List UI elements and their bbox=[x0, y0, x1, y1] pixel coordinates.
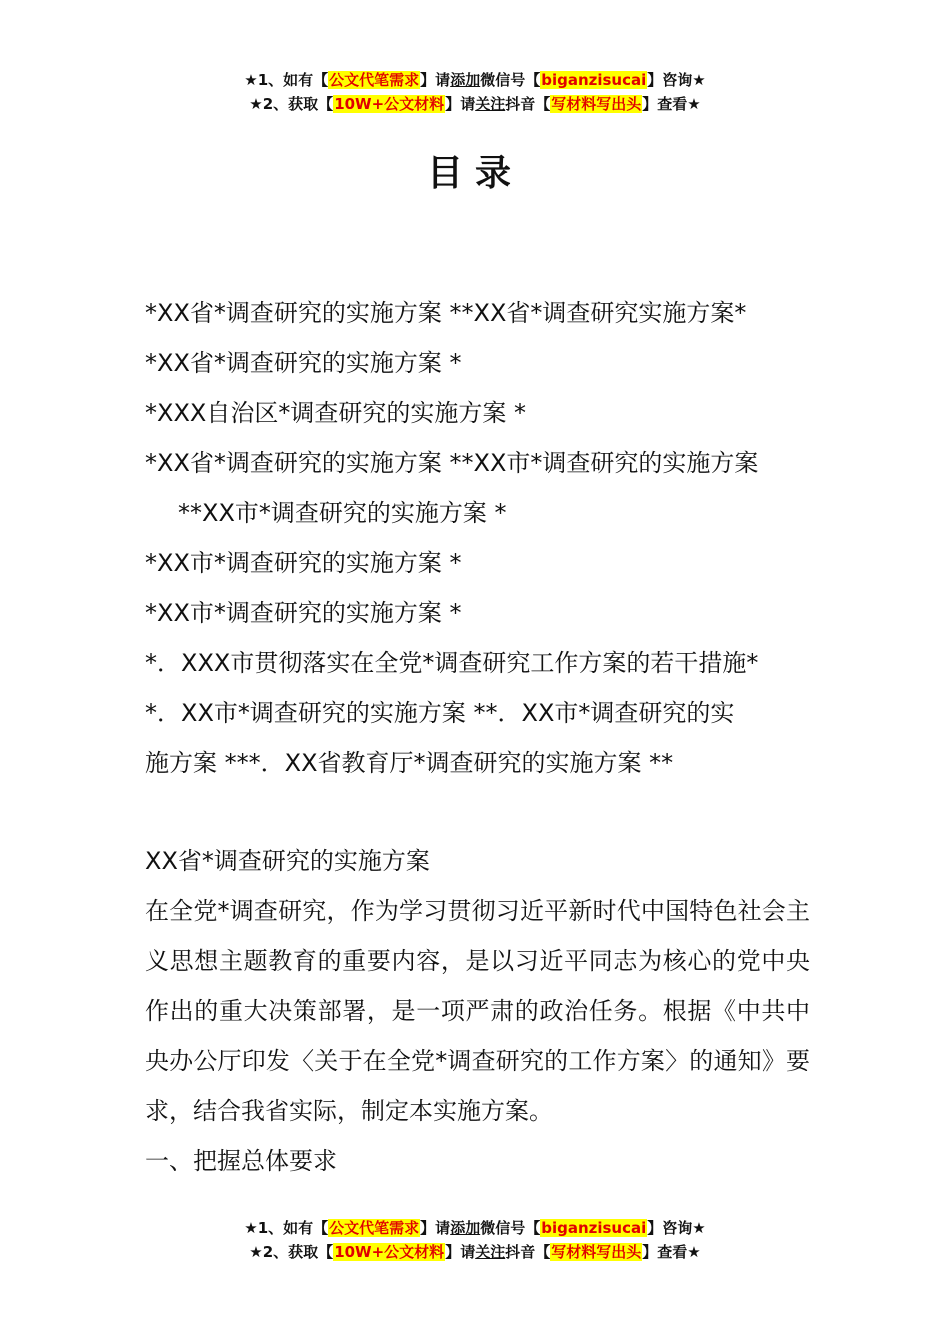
toc-line: *XX省*调查研究的实施方案 **XX省*调查研究实施方案* bbox=[145, 299, 747, 327]
highlight-ghostwriting: 公文代笔需求 bbox=[329, 71, 420, 89]
section-heading: XX省*调查研究的实施方案 bbox=[145, 847, 430, 875]
footer-banner bbox=[0, 1216, 950, 1264]
toc-line: **XX市*调查研究的实施方案 * bbox=[178, 499, 507, 527]
highlight-materials: 10W+公文材料 bbox=[334, 95, 445, 113]
banner-line-1: ★1、如有【公文代笔需求】请添加微信号【biganzisucai】咨询★ bbox=[244, 1219, 706, 1237]
toc-line: 施方案 ***．XX省教育厅*调查研究的实施方案 ** bbox=[145, 749, 674, 777]
table-of-contents bbox=[145, 288, 810, 788]
banner-line-2: ★2、获取【10W+公文材料】请关注抖音【写材料写出头】查看★ bbox=[249, 1243, 701, 1261]
highlight-douyin: 写材料写出头 bbox=[551, 1243, 642, 1261]
toc-line: *．XXX市贯彻落实在全党*调查研究工作方案的若干措施* bbox=[145, 649, 759, 677]
section-heading-1: 一、把握总体要求 bbox=[145, 1147, 337, 1175]
highlight-ghostwriting: 公文代笔需求 bbox=[329, 1219, 420, 1237]
intro-paragraph: 在全党*调查研究，作为学习贯彻习近平新时代中国特色社会主义思想主题教育的重要内容，是以习近平同志为核心的党中央作出的重大决策部署，是一项严肃的政治任务。根据《中共中央办公厅印发〈关于在全党*调查研究的工作方案〉的通知》要求，结合我省实际，制定本实施方案。 bbox=[145, 897, 810, 1125]
toc-line: *XX省*调查研究的实施方案 **XX市*调查研究的实施方案 bbox=[145, 449, 759, 477]
banner-line-2: ★2、获取【10W+公文材料】请关注抖音【写材料写出头】查看★ bbox=[249, 95, 701, 113]
toc-line: *XX市*调查研究的实施方案 * bbox=[145, 549, 462, 577]
banner-line-1: ★1、如有【公文代笔需求】请添加微信号【biganzisucai】咨询★ bbox=[244, 71, 706, 89]
header-banner bbox=[0, 68, 950, 116]
highlight-materials: 10W+公文材料 bbox=[334, 1243, 445, 1261]
toc-line: *XXX自治区*调查研究的实施方案 * bbox=[145, 399, 526, 427]
highlight-douyin: 写材料写出头 bbox=[551, 95, 642, 113]
toc-line: *．XX市*调查研究的实施方案 **．XX市*调查研究的实 bbox=[145, 699, 735, 727]
toc-line: *XX省*调查研究的实施方案 * bbox=[145, 349, 462, 377]
highlight-wechat-id: biganzisucai bbox=[541, 1219, 647, 1237]
document-body bbox=[145, 836, 810, 1186]
toc-line: *XX市*调查研究的实施方案 * bbox=[145, 599, 462, 627]
highlight-wechat-id: biganzisucai bbox=[541, 71, 647, 89]
page-title: 目录 bbox=[426, 153, 523, 194]
